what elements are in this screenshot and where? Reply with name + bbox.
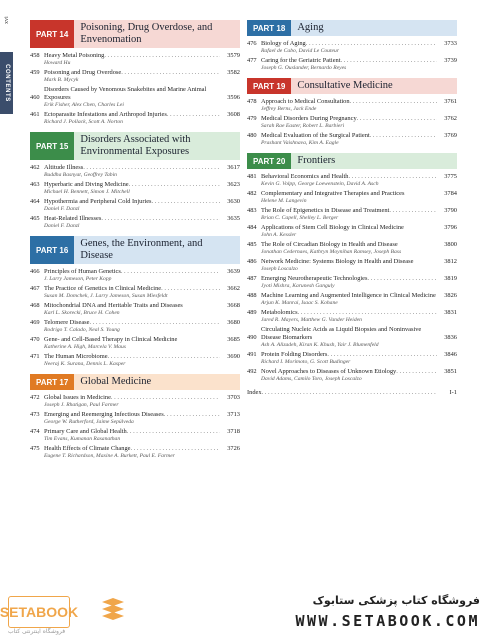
chapter-entry[interactable] — [30, 69, 240, 84]
chapter-page: 3582 — [227, 69, 240, 76]
chapter-authors: Brian C. Capell, Shelley L. Berger — [261, 215, 339, 221]
chapter-title: Heavy Metal Poisoning . . . — [44, 52, 220, 60]
chapter-number: 486 — [247, 258, 257, 265]
chapter-title: Protein Folding Disorders . . . — [261, 351, 437, 359]
chapter-authors: Joseph J. Rhatigan, Paul Farmer — [44, 402, 119, 408]
chapter-authors: J. Larry Jameson, Peter Kopp — [44, 276, 112, 282]
chapter-page: 3690 — [227, 353, 240, 360]
chapter-page: 3762 — [444, 115, 457, 122]
book-stack-icon — [100, 596, 126, 624]
chapter-entry[interactable] — [247, 292, 457, 307]
chapter-page: 3769 — [444, 132, 457, 139]
chapter-number: 473 — [30, 411, 40, 418]
chapter-page: 3739 — [444, 57, 457, 64]
chapter-authors: Erik Fisher, Alex Chen, Charles Lei — [44, 102, 124, 108]
chapter-authors: George W. Rutherford, Jaime Sepúlveda — [44, 419, 134, 425]
chapter-page: 3826 — [444, 292, 457, 299]
chapter-entry[interactable] — [30, 86, 240, 109]
chapter-authors: Jeffrey Berns, Jack Ende — [261, 106, 317, 112]
chapter-number: 474 — [30, 428, 40, 435]
chapter-entry[interactable] — [30, 428, 240, 443]
chapter-entry[interactable] — [30, 319, 240, 334]
chapter-page: 3579 — [227, 52, 240, 59]
chapter-entry[interactable] — [30, 411, 240, 426]
chapter-authors: Rodrigo T. Calado, Neal S. Young — [44, 327, 120, 333]
site-name: فروشگاه کتاب پزشکی ستابوک — [312, 594, 480, 607]
chapter-page: 3608 — [227, 111, 240, 118]
chapter-number: 465 — [30, 215, 40, 222]
chapter-title: Circulating Nucleic Acids as Liquid Biopsies and Noninvasive Disease Biomarkers — [261, 326, 422, 341]
chapter-authors: Tim Evans, Kumanan Rasanathan — [44, 436, 121, 442]
chapter-authors: Arjun K. Manrai, Isaac S. Kohane — [261, 300, 338, 306]
chapter-authors: John A. Kessler — [261, 232, 297, 238]
setabook-logo: SETABOOK — [8, 596, 70, 628]
chapter-page: 3812 — [444, 258, 457, 265]
site-url[interactable]: WWW.SETABOOK.COM — [295, 612, 480, 630]
chapter-authors: Jyoti Mishra, Karunesh Ganguly — [261, 283, 335, 289]
chapter-entry[interactable] — [247, 224, 457, 239]
chapter-entry[interactable] — [30, 181, 240, 196]
chapter-number: 481 — [247, 173, 257, 180]
chapter-title: Applications of Stem Cell Biology in Clinical Medicine — [261, 224, 404, 231]
part-header — [30, 374, 240, 390]
chapter-authors: Kevin G. Volpp, George Loewenstein, David A. Asch — [261, 181, 379, 187]
index-page: I-1 — [449, 389, 457, 396]
footer-banner — [0, 586, 500, 640]
chapter-title: Metabolomics . . . — [261, 309, 437, 317]
chapter-number: 461 — [30, 111, 40, 118]
chapter-page: 3726 — [227, 445, 240, 452]
chapter-page: 3775 — [444, 173, 457, 180]
chapter-page: 3851 — [444, 368, 457, 375]
chapter-title: Biology of Aging . . . — [261, 40, 437, 48]
chapter-entry[interactable] — [247, 326, 457, 349]
chapter-title: Disorders Caused by Venomous Snakebites and Marine Animal Exposures — [44, 86, 207, 101]
chapter-authors: Sarah Rae Easter, Robert L. Barbieri — [261, 123, 345, 129]
part-14 — [30, 20, 240, 126]
part-header — [247, 20, 457, 36]
chapter-authors: Neeraj K. Surana, Dennis L. Kasper — [44, 361, 126, 367]
chapter-authors: Helene M. Langevin — [261, 198, 307, 204]
chapter-title: Primary Care and Global Health . . . — [44, 428, 220, 436]
chapter-number: 489 — [247, 309, 257, 316]
chapter-entry[interactable] — [247, 207, 457, 222]
chapter-title: Caring for the Geriatric Patient . . . — [261, 57, 437, 65]
part-19 — [247, 78, 457, 147]
part-number: PART 20 — [247, 153, 291, 169]
chapter-page: 3718 — [227, 428, 240, 435]
chapter-entry[interactable] — [30, 215, 240, 230]
chapter-authors: Richard I. Morimoto, G. Scott Budinger — [261, 359, 351, 365]
side-tab-label: CONTENTS — [4, 64, 10, 102]
chapter-number: 482 — [247, 190, 257, 197]
chapter-number: 478 — [247, 98, 257, 105]
chapter-number: 485 — [247, 241, 257, 248]
chapter-page: 3836 — [444, 334, 457, 341]
chapter-authors: Richard J. Pollack, Scott A. Norton — [44, 119, 123, 125]
chapter-number: 492 — [247, 368, 257, 375]
part-title: Aging — [291, 20, 457, 36]
chapter-number: 475 — [30, 445, 40, 452]
chapter-title: Health Effects of Climate Change . . . — [44, 445, 220, 453]
chapter-authors: Katherine A. High, Marcela V. Maus — [44, 344, 126, 350]
chapter-number: 462 — [30, 164, 40, 171]
chapter-entry[interactable] — [30, 394, 240, 409]
chapter-title: The Practice of Genetics in Clinical Medicine . . . — [44, 285, 220, 293]
chapter-number: 470 — [30, 336, 40, 343]
page-number: xvi — [4, 16, 10, 24]
chapter-number: 484 — [247, 224, 257, 231]
chapter-entry[interactable] — [247, 132, 457, 147]
chapter-entry[interactable] — [30, 336, 240, 351]
part-number: PART 19 — [247, 78, 291, 94]
chapter-title: Network Medicine: Systems Biology in Health and Disease — [261, 258, 414, 265]
chapter-authors: Daniel F. Danzl — [44, 206, 80, 212]
chapter-number: 480 — [247, 132, 257, 139]
chapter-number: 488 — [247, 292, 257, 299]
chapter-page: 3662 — [227, 285, 240, 292]
index-label: Index . . . — [247, 389, 437, 397]
chapter-authors: Michael H. Bennett, Simon J. Mitchell — [44, 189, 130, 195]
chapter-authors: David Adams, Camilo Toro, Joseph Loscalzo — [261, 376, 362, 382]
chapter-title: Heat-Related Illnesses . . . — [44, 215, 220, 223]
chapter-page: 3846 — [444, 351, 457, 358]
chapter-page: 3685 — [227, 336, 240, 343]
chapter-title: Novel Approaches to Diseases of Unknown Etiology . . . — [261, 368, 437, 376]
chapter-page: 3784 — [444, 190, 457, 197]
chapter-title: Complementary and Integrative Therapies and Practices — [261, 190, 405, 197]
chapter-title: The Human Microbiome . . . — [44, 353, 220, 361]
part-title: Poisoning, Drug Overdose, and Envenomation — [74, 20, 240, 48]
chapter-title: Emerging and Reemerging Infectious Diseases . . . — [44, 411, 220, 419]
chapter-entry[interactable] — [30, 353, 240, 368]
chapter-page: 3639 — [227, 268, 240, 275]
part-16 — [30, 236, 240, 368]
part-number: PART 14 — [30, 20, 74, 48]
part-number: PART 17 — [30, 374, 74, 390]
chapter-page: 3790 — [444, 207, 457, 214]
chapter-number: 483 — [247, 207, 257, 214]
chapter-authors: Susan M. Domchek, J. Larry Jameson, Susan Miesfeldt — [44, 293, 168, 299]
part-number: PART 16 — [30, 236, 74, 264]
chapter-authors: Jared R. Mayers, Matthew G. Vander Heiden — [261, 317, 362, 323]
chapter-title: Mitochondrial DNA and Heritable Traits and Diseases — [44, 302, 183, 309]
part-title: Frontiers — [291, 153, 457, 169]
chapter-number: 487 — [247, 275, 257, 282]
chapter-entry[interactable] — [30, 445, 240, 460]
chapter-number: 466 — [30, 268, 40, 275]
chapter-page: 3796 — [444, 224, 457, 231]
right-column — [247, 20, 457, 399]
chapter-number: 476 — [247, 40, 257, 47]
chapter-page: 3630 — [227, 198, 240, 205]
chapter-page: 3819 — [444, 275, 457, 282]
chapter-title: Hypothermia and Peripheral Cold Injuries . . . — [44, 198, 220, 206]
chapter-title: Gene- and Cell-Based Therapy in Clinical Medicine — [44, 336, 178, 343]
chapter-page: 3761 — [444, 98, 457, 105]
chapter-title: Global Issues in Medicine . . . — [44, 394, 220, 402]
chapter-entry[interactable] — [247, 368, 457, 383]
chapter-number: 468 — [30, 302, 40, 309]
chapter-title: Behavioral Economics and Health . . . — [261, 173, 437, 181]
part-20 — [247, 153, 457, 383]
chapter-entry[interactable] — [247, 309, 457, 324]
chapter-title: Machine Learning and Augmented Intelligence in Clinical Medicine — [261, 292, 436, 299]
chapter-title: Medical Evaluation of the Surgical Patient . . . — [261, 132, 437, 140]
chapter-entry[interactable] — [247, 258, 457, 273]
chapter-title: Altitude Illness . . . — [44, 164, 220, 172]
chapter-authors: Mark B. Mycyk — [44, 77, 79, 83]
chapter-number: 490 — [247, 334, 257, 341]
part-title: Global Medicine — [74, 374, 240, 390]
chapter-entry[interactable] — [247, 115, 457, 130]
contents-side-tab — [0, 52, 13, 114]
chapter-title: Hyperbaric and Diving Medicine . . . — [44, 181, 220, 189]
chapter-authors: Howard Hu — [44, 60, 71, 66]
chapter-entry[interactable] — [247, 241, 457, 256]
chapter-entry[interactable] — [30, 268, 240, 283]
chapter-entry[interactable] — [30, 111, 240, 126]
chapter-page: 3680 — [227, 319, 240, 326]
chapter-page: 3831 — [444, 309, 457, 316]
part-number: PART 15 — [30, 132, 74, 160]
chapter-entry[interactable] — [30, 285, 240, 300]
chapter-authors: Buddha Basnyat, Geoffrey Tabin — [44, 172, 117, 178]
part-title: Consultative Medicine — [291, 78, 457, 94]
chapter-number: 471 — [30, 353, 40, 360]
chapter-authors: Ash A. Alizadeh, Kiran K. Khush, Yair J. Blumenfeld — [261, 342, 379, 348]
chapter-entry[interactable] — [30, 198, 240, 213]
chapter-title: Emerging Neurotherapeutic Technologies . . . — [261, 275, 437, 283]
part-18 — [247, 20, 457, 72]
part-title: Genes, the Environment, and Disease — [74, 236, 240, 264]
chapter-entry[interactable] — [30, 164, 240, 179]
chapter-number: 459 — [30, 69, 40, 76]
left-column — [30, 20, 240, 466]
chapter-entry[interactable] — [247, 190, 457, 205]
chapter-page: 3596 — [227, 94, 240, 101]
part-title: Disorders Associated with Environmental Exposures — [74, 132, 240, 160]
chapter-authors: Daniel F. Danzl — [44, 223, 80, 229]
chapter-entry[interactable] — [30, 302, 240, 317]
chapter-entry[interactable] — [247, 275, 457, 290]
chapter-number: 460 — [30, 94, 40, 101]
chapter-authors: Prashant Vaishnava, Kim A. Eagle — [261, 140, 339, 146]
chapter-number: 463 — [30, 181, 40, 188]
part-header — [30, 236, 240, 264]
chapter-page: 3733 — [444, 40, 457, 47]
chapter-title: The Role of Epigenetics in Disease and Treatment . . . — [261, 207, 437, 215]
chapter-page: 3713 — [227, 411, 240, 418]
chapter-page: 3617 — [227, 164, 240, 171]
chapter-number: 458 — [30, 52, 40, 59]
chapter-authors: Karl L. Skorecki, Bruce H. Cohen — [44, 310, 120, 316]
chapter-page: 3800 — [444, 241, 457, 248]
part-header — [30, 132, 240, 160]
chapter-entry[interactable] — [247, 57, 457, 72]
chapter-number: 477 — [247, 57, 257, 64]
chapter-number: 467 — [30, 285, 40, 292]
chapter-title: Principles of Human Genetics . . . — [44, 268, 220, 276]
chapter-page: 3668 — [227, 302, 240, 309]
chapter-authors: Joseph G. Ouslander, Bernardo Reyes — [261, 65, 347, 71]
part-15 — [30, 132, 240, 230]
chapter-entry[interactable] — [30, 52, 240, 67]
chapter-title: Telomere Disease . . . — [44, 319, 220, 327]
chapter-number: 469 — [30, 319, 40, 326]
part-number: PART 18 — [247, 20, 291, 36]
part-header — [247, 78, 457, 94]
chapter-page: 3635 — [227, 215, 240, 222]
index-entry[interactable] — [247, 389, 457, 397]
chapter-entry[interactable] — [247, 351, 457, 366]
chapter-title: The Role of Circadian Biology in Health and Disease — [261, 241, 398, 248]
chapter-number: 464 — [30, 198, 40, 205]
chapter-page: 3623 — [227, 181, 240, 188]
chapter-title: Ectoparasite Infestations and Arthropod Injuries . . . — [44, 111, 220, 119]
part-17 — [30, 374, 240, 460]
chapter-entry[interactable] — [247, 40, 457, 55]
chapter-title: Approach to Medical Consultation . . . — [261, 98, 437, 106]
chapter-title: Medical Disorders During Pregnancy . . . — [261, 115, 437, 123]
chapter-authors: Jonathan Cedernaes, Kathryn Moynihan Ramsey, Joseph Bass — [261, 249, 402, 255]
chapter-number: 472 — [30, 394, 40, 401]
chapter-title: Poisoning and Drug Overdose . . . — [44, 69, 220, 77]
part-header — [30, 20, 240, 48]
chapter-authors: Eugene T. Richardson, Maxine A. Burkett, Paul E. Farmer — [44, 453, 175, 459]
chapter-number: 479 — [247, 115, 257, 122]
chapter-number: 491 — [247, 351, 257, 358]
chapter-authors: Joseph Loscalzo — [261, 266, 298, 272]
part-header — [247, 153, 457, 169]
chapter-authors: Rafael de Cabo, David Le Couteur — [261, 48, 339, 54]
logo-subtext: فروشگاه اینترنتی کتاب — [8, 628, 66, 635]
chapter-entry[interactable] — [247, 173, 457, 188]
chapter-page: 3703 — [227, 394, 240, 401]
chapter-entry[interactable] — [247, 98, 457, 113]
